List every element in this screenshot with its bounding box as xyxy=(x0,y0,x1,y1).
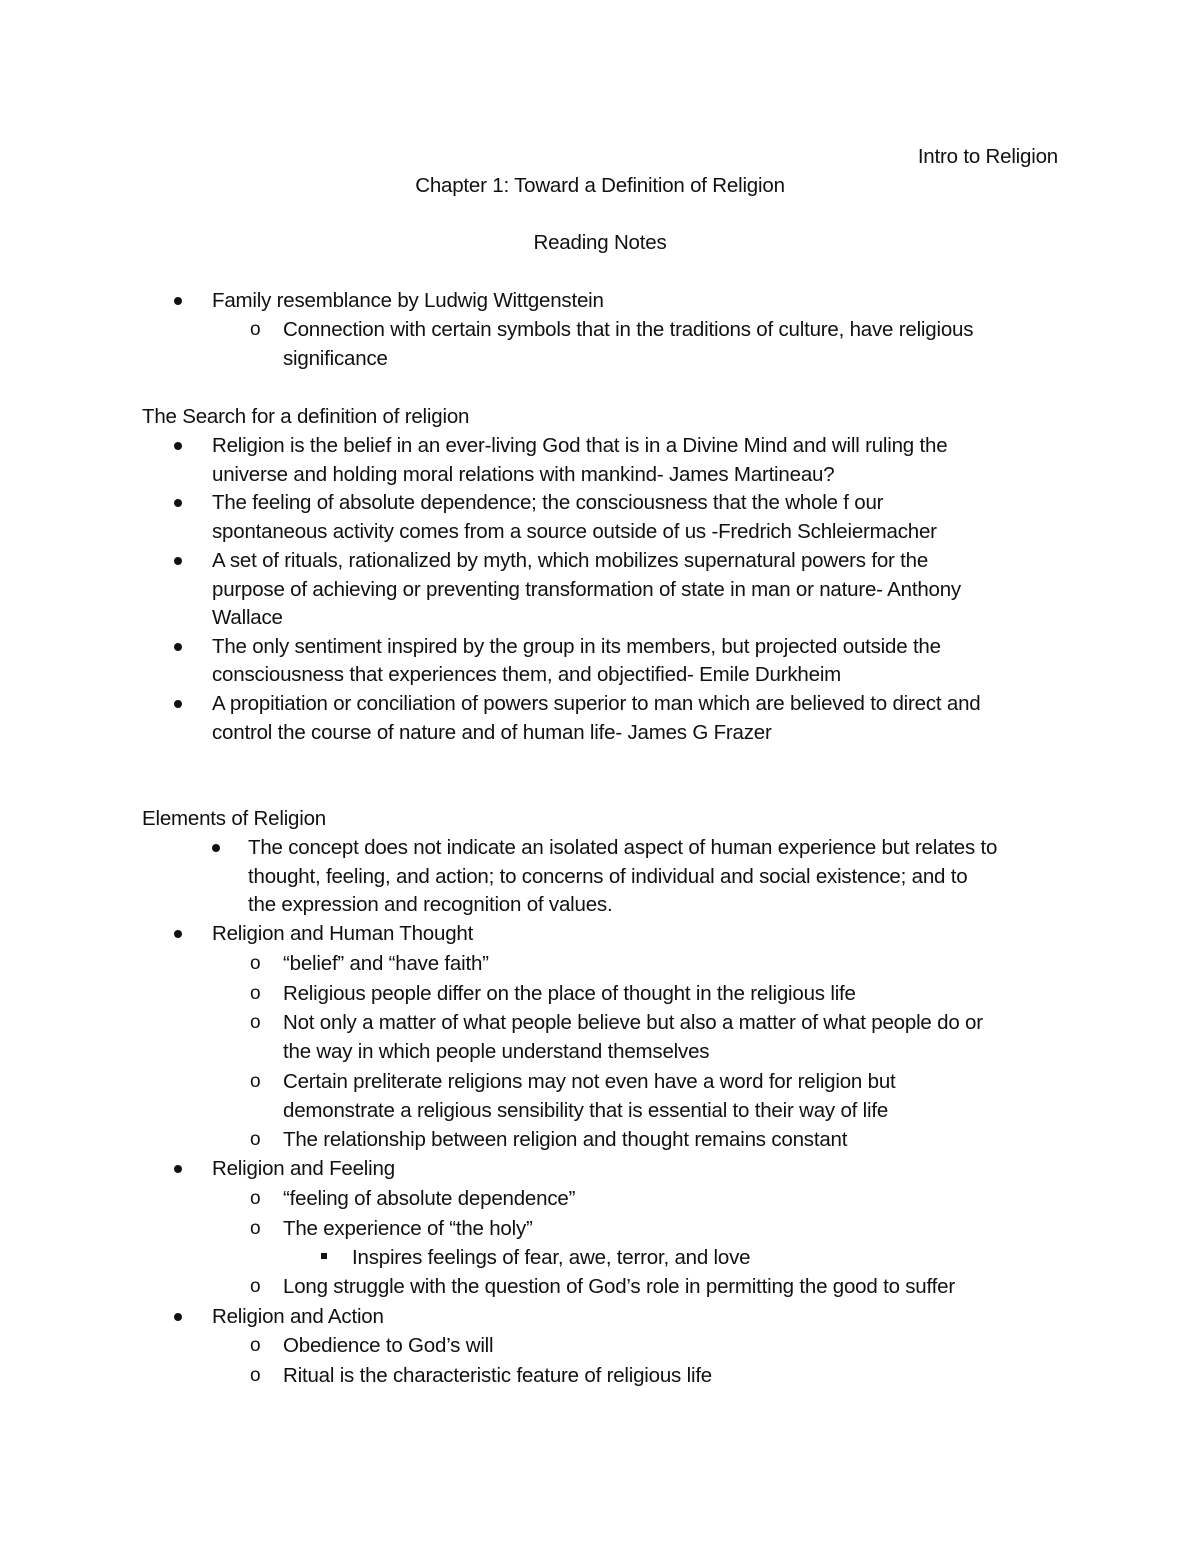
circle-bullet-icon: o xyxy=(250,1335,261,1356)
list-item-continuation: the expression and recognition of values. xyxy=(248,893,613,916)
circle-bullet-icon: o xyxy=(250,1218,261,1239)
list-item: Religion and Feeling xyxy=(212,1157,395,1180)
circle-bullet-icon: o xyxy=(250,983,261,1004)
list-item-continuation: spontaneous activity comes from a source outside of us -Fredrich Schleiermacher xyxy=(212,520,937,543)
list-item: Connection with certain symbols that in the traditions of culture, have religious xyxy=(283,318,974,341)
bullet-icon xyxy=(212,844,220,852)
list-item: Religious people differ on the place of thought in the religious life xyxy=(283,982,856,1005)
list-item: The relationship between religion and thought remains constant xyxy=(283,1128,848,1151)
bullet-icon xyxy=(174,499,182,507)
list-item: “feeling of absolute dependence” xyxy=(283,1187,576,1210)
circle-bullet-icon: o xyxy=(250,1012,261,1033)
course-label: Intro to Religion xyxy=(917,145,1058,168)
bullet-icon xyxy=(174,643,182,651)
list-item-continuation: significance xyxy=(283,347,388,370)
circle-bullet-icon: o xyxy=(250,953,261,974)
circle-bullet-icon: o xyxy=(250,1276,261,1297)
bullet-icon xyxy=(174,557,182,565)
list-item: “belief” and “have faith” xyxy=(283,952,489,975)
list-item: Not only a matter of what people believe but also a matter of what people do or xyxy=(283,1011,983,1034)
list-item: The only sentiment inspired by the group in its members, but projected outside the xyxy=(212,635,941,658)
bullet-icon xyxy=(174,930,182,938)
list-item: A propitiation or conciliation of powers superior to man which are believed to direct and xyxy=(212,692,981,715)
list-item-continuation: purpose of achieving or preventing transformation of state in man or nature- Anthony xyxy=(212,578,961,601)
list-item: Family resemblance by Ludwig Wittgenstein xyxy=(212,289,604,312)
list-item: Religion is the belief in an ever-living God that is in a Divine Mind and will ruling the xyxy=(212,434,948,457)
list-item: Inspires feelings of fear, awe, terror, and love xyxy=(352,1246,751,1269)
list-item: Religion and Human Thought xyxy=(212,922,474,945)
bullet-icon xyxy=(174,700,182,708)
list-item: The feeling of absolute dependence; the consciousness that the whole f our xyxy=(212,491,884,514)
list-item-continuation: demonstrate a religious sensibility that is essential to their way of life xyxy=(283,1099,889,1122)
list-item: Ritual is the characteristic feature of religious life xyxy=(283,1364,713,1387)
list-item: Certain preliterate religions may not even have a word for religion but xyxy=(283,1070,896,1093)
circle-bullet-icon: o xyxy=(250,1071,261,1092)
list-item-continuation: Wallace xyxy=(212,606,283,629)
circle-bullet-icon: o xyxy=(250,319,261,340)
list-item-continuation: thought, feeling, and action; to concerns of individual and social existence; and to xyxy=(248,865,968,888)
page-subtitle: Reading Notes xyxy=(533,231,667,254)
list-item: Obedience to God’s will xyxy=(283,1334,494,1357)
bullet-icon xyxy=(174,1165,182,1173)
page-title: Chapter 1: Toward a Definition of Religion xyxy=(415,174,785,197)
circle-bullet-icon: o xyxy=(250,1365,261,1386)
list-item-continuation: universe and holding moral relations with mankind- James Martineau? xyxy=(212,463,835,486)
section-heading: The Search for a definition of religion xyxy=(142,405,470,428)
list-item-continuation: control the course of nature and of human life- James G Frazer xyxy=(212,721,772,744)
bullet-icon xyxy=(174,297,182,305)
section-heading: Elements of Religion xyxy=(142,807,327,830)
list-item: Religion and Action xyxy=(212,1305,384,1328)
square-bullet-icon xyxy=(321,1253,327,1259)
list-item-continuation: consciousness that experiences them, and objectified- Emile Durkheim xyxy=(212,663,842,686)
bullet-icon xyxy=(174,1313,182,1321)
circle-bullet-icon: o xyxy=(250,1129,261,1150)
list-item: Long struggle with the question of God’s role in permitting the good to suffer xyxy=(283,1275,955,1298)
circle-bullet-icon: o xyxy=(250,1188,261,1209)
bullet-icon xyxy=(174,442,182,450)
list-item: The concept does not indicate an isolated aspect of human experience but relates to xyxy=(248,836,998,859)
list-item-continuation: the way in which people understand themselves xyxy=(283,1040,710,1063)
list-item: A set of rituals, rationalized by myth, which mobilizes supernatural powers for the xyxy=(212,549,929,572)
list-item: The experience of “the holy” xyxy=(283,1217,533,1240)
